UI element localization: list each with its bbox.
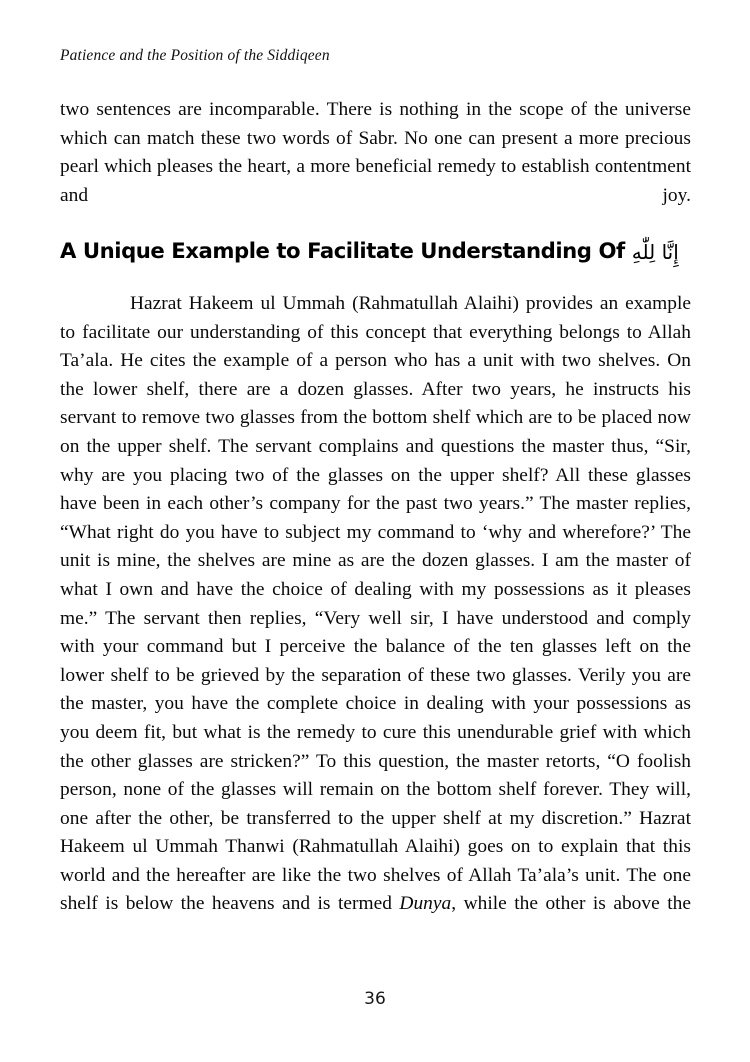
section-heading-block bbox=[60, 238, 720, 264]
italic-term-dunya: Dunya bbox=[399, 893, 452, 915]
paragraph-main-part1: Hazrat Hakeem ul Ummah (Rahmatullah Alaihi) provides an example to facilitate our understanding of this concept that everything belongs to Allah Ta’ala. He cites the example of a person who has a unit with two shelves. On the lower shelf, there are a dozen glasses. After two years, he instructs his servant to remove two glasses from the bottom shelf which are to be placed now on the upper shelf. The servant complains and questions the master thus, “Sir, why are you placing two of the glasses on the upper shelf? All these glasses have been in each other’s company for the past two years.” The master replies, “What right do you have to subject my command to ‘why and wherefore?’ The unit is mine, the shelves are mine as are the dozen glasses. I am the master of what I own and have the choice of dealing with my possessions as it pleases me.” The servant then replies, “Very well sir, I have understood and comply with your command but I perceive the balance of the ten glasses left on the lower shelf to be grieved by the separation of these two glasses. Verily you are the master, you have the complete choice in dealing with your possessions as you deem fit, but what is the remedy to cure this unendurable grief with which the other glasses are stricken?” To this question, the master retorts, “O foolish person, none of the glasses will remain on the bottom shelf forever. They will, one after the other, be transferred to the upper shelf at my discretion.” Hazrat Hakeem ul Ummah Thanwi (Rahmatullah Alaihi) goes on to explain that this world and the hereafter are like the two shelves of Allah Ta’ala’s unit. The one shelf is below the heavens and is termed bbox=[60, 293, 691, 915]
paragraph-main-part2: , while the other is above the bbox=[451, 893, 691, 915]
paragraph-continued: two sentences are incomparable. There is nothing in the scope of the universe which can match these two words of Sabr. No one can present a more precious pearl which pleases the heart, a more beneficial remedy to establish contentment and joy. bbox=[60, 99, 691, 206]
running-header: Patience and the Position of the Siddiqeen bbox=[60, 47, 330, 64]
section-heading-arabic: إِنَّا لِلّٰهِ bbox=[631, 240, 679, 264]
paragraph-main-block bbox=[60, 290, 691, 919]
page-number: 36 bbox=[364, 989, 386, 1009]
section-heading-text: A Unique Example to Facilitate Understanding Of bbox=[60, 238, 625, 263]
paragraph-main bbox=[60, 290, 691, 919]
paragraph-continued-block bbox=[60, 96, 691, 210]
